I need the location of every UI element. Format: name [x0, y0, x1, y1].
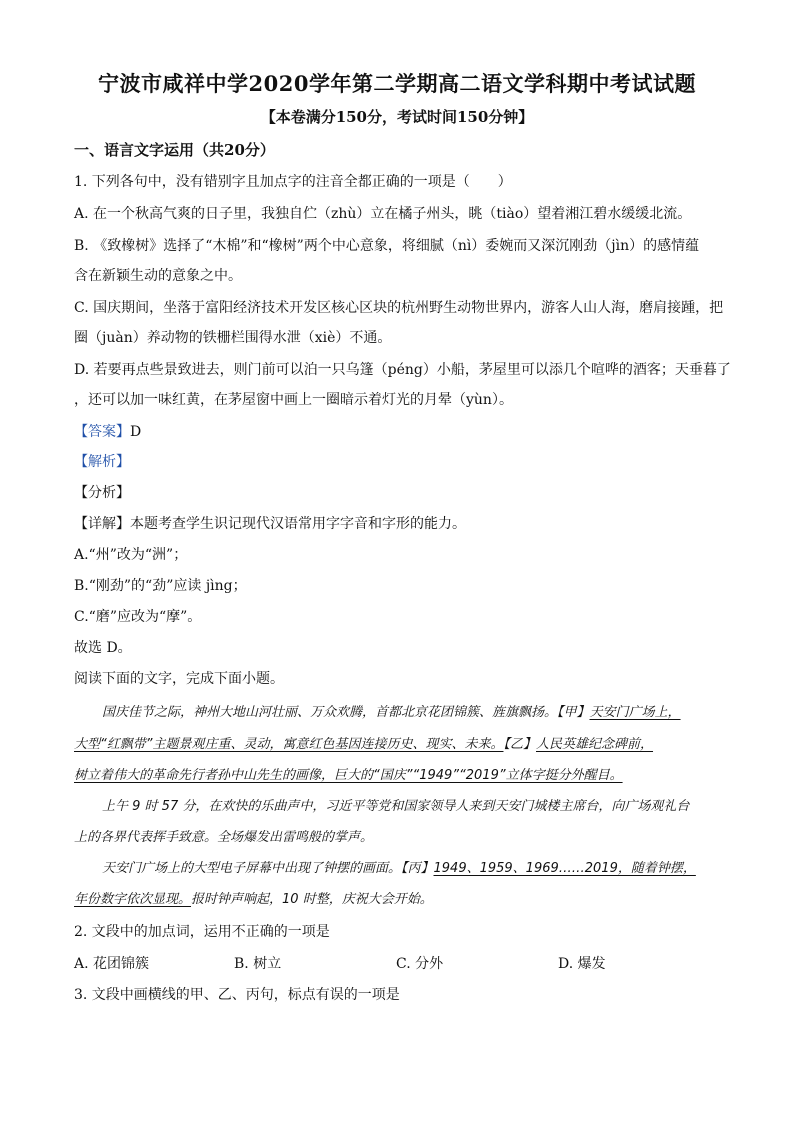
answer-line — [74, 422, 141, 442]
fenxi-tag: 【分析】 — [74, 485, 130, 501]
passage-p2-line2: 上的各界代表挥手致意。全场爆发出雷鸣般的掌声。 — [74, 830, 374, 845]
question-1-option-c-line1: C. 国庆期间，坐落于富阳经济技术开发区核心区块的杭州野生动物世界内，游客人山人海，磨肩接踵，把 — [74, 300, 724, 316]
passage-p2-line1: 上午 9 时 57 分，在欢快的乐曲声中，习近平等党和国家领导人来到天安门城楼主席台，向广场观礼台 — [102, 799, 690, 814]
question-1-option-a: A. 在一个秋高气爽的日子里，我独自伫（zhù）立在橘子州头，眺（tiào）望着湘江碧水缓缓北流。 — [74, 206, 692, 222]
analysis-tag: 【解析】 — [74, 454, 130, 470]
passage-text: 国庆佳节之际，神州大地山河壮丽、万众欢腾，首都北京花团锦簇、旌旗飘扬。【甲】 — [102, 705, 590, 720]
question-1-option-b-line2: 含在新颖生动的意象之中。 — [74, 268, 242, 284]
page-title: 宁波市咸祥中学2020学年第二学期高二语文学科期中考试试题 — [98, 71, 696, 96]
detail-tag: 【详解】 — [74, 516, 130, 532]
question-1-option-d-line1: D. 若要再点些景致进去，则门前可以泊一只乌篷（péng）小船，茅屋里可以添几个喧哗的酒客；天垂暮了 — [74, 362, 731, 378]
passage-p1-line1 — [102, 703, 762, 723]
underlined-text: 年份数字依次显现。 — [74, 892, 192, 907]
question-2-option-a: A. 花团锦簇 — [74, 956, 150, 972]
passage-p1-line3: 树立着伟大的革命先行者孙中山先生的画像，巨大的“国庆”“1949”“2019”立体字挺分外醒目。 — [74, 768, 623, 783]
question-1-option-b-line1: B. 《致橡树》选择了“木棉”和“橡树”两个中心意象，将细腻（nì）委婉而又深沉刚劲（jìn）的感情蕴 — [74, 238, 700, 254]
question-3-stem: 3. 文段中画横线的甲、乙、丙句，标点有误的一项是 — [74, 987, 400, 1003]
question-1-option-d-line2: ，还可以加一味红黄，在茅屋窗中画上一圈暗示着灯光的月晕（yùn）。 — [74, 392, 513, 408]
section-heading: 一、语言文字运用（共20分） — [74, 141, 275, 159]
question-1-stem: 1. 下列各句中，没有错别字且加点字的注音全都正确的一项是（ ） — [74, 174, 512, 190]
passage-p3-line1 — [102, 859, 762, 879]
answer-tag: 【答案】 — [74, 424, 130, 440]
question-2-option-b: B. 树立 — [234, 956, 282, 972]
explain-c: C.“磨”应改为“摩”。 — [74, 609, 202, 625]
passage-text: 【乙】 — [503, 737, 536, 752]
detail-text: 本题考查学生识记现代汉语常用字字音和字形的能力。 — [130, 516, 466, 532]
passage-text: 报时钟声响起，10 时整，庆祝大会开始。 — [191, 892, 433, 907]
underlined-text: 天安门广场上， — [589, 705, 681, 720]
question-2-option-c: C. 分外 — [396, 956, 444, 972]
underlined-text: 人民英雄纪念碑前， — [536, 737, 654, 752]
answer-value: D — [130, 424, 142, 440]
question-2-stem: 2. 文段中的加点词，运用不正确的一项是 — [74, 924, 330, 940]
passage-p3-line2 — [74, 890, 734, 910]
passage-text: 天安门广场上的大型电子屏幕中出现了钟摆的画面。【丙】 — [102, 861, 434, 876]
explain-b: B.“刚劲”的“劲”应读 jìng； — [74, 578, 247, 594]
detail-line — [74, 514, 466, 534]
question-1-option-c-line2: 圈（juàn）养动物的铁栅栏围得水泄（xiè）不通。 — [74, 330, 392, 346]
underlined-text: 大型“红飘带”主题景观庄重、灵动，寓意红色基因连接历史、现实、未来。 — [74, 737, 504, 752]
passage-p1-line2 — [74, 735, 734, 755]
reading-intro: 阅读下面的文字，完成下面小题。 — [74, 671, 284, 687]
choose-line: 故选 D。 — [74, 640, 132, 656]
question-2-option-d: D. 爆发 — [558, 956, 606, 972]
explain-a: A.“州”改为“洲”； — [74, 547, 188, 563]
underlined-text: 1949、1959、1969……2019，随着钟摆， — [433, 861, 696, 876]
exam-info: 【本卷满分150分，考试时间150分钟】 — [260, 108, 534, 126]
